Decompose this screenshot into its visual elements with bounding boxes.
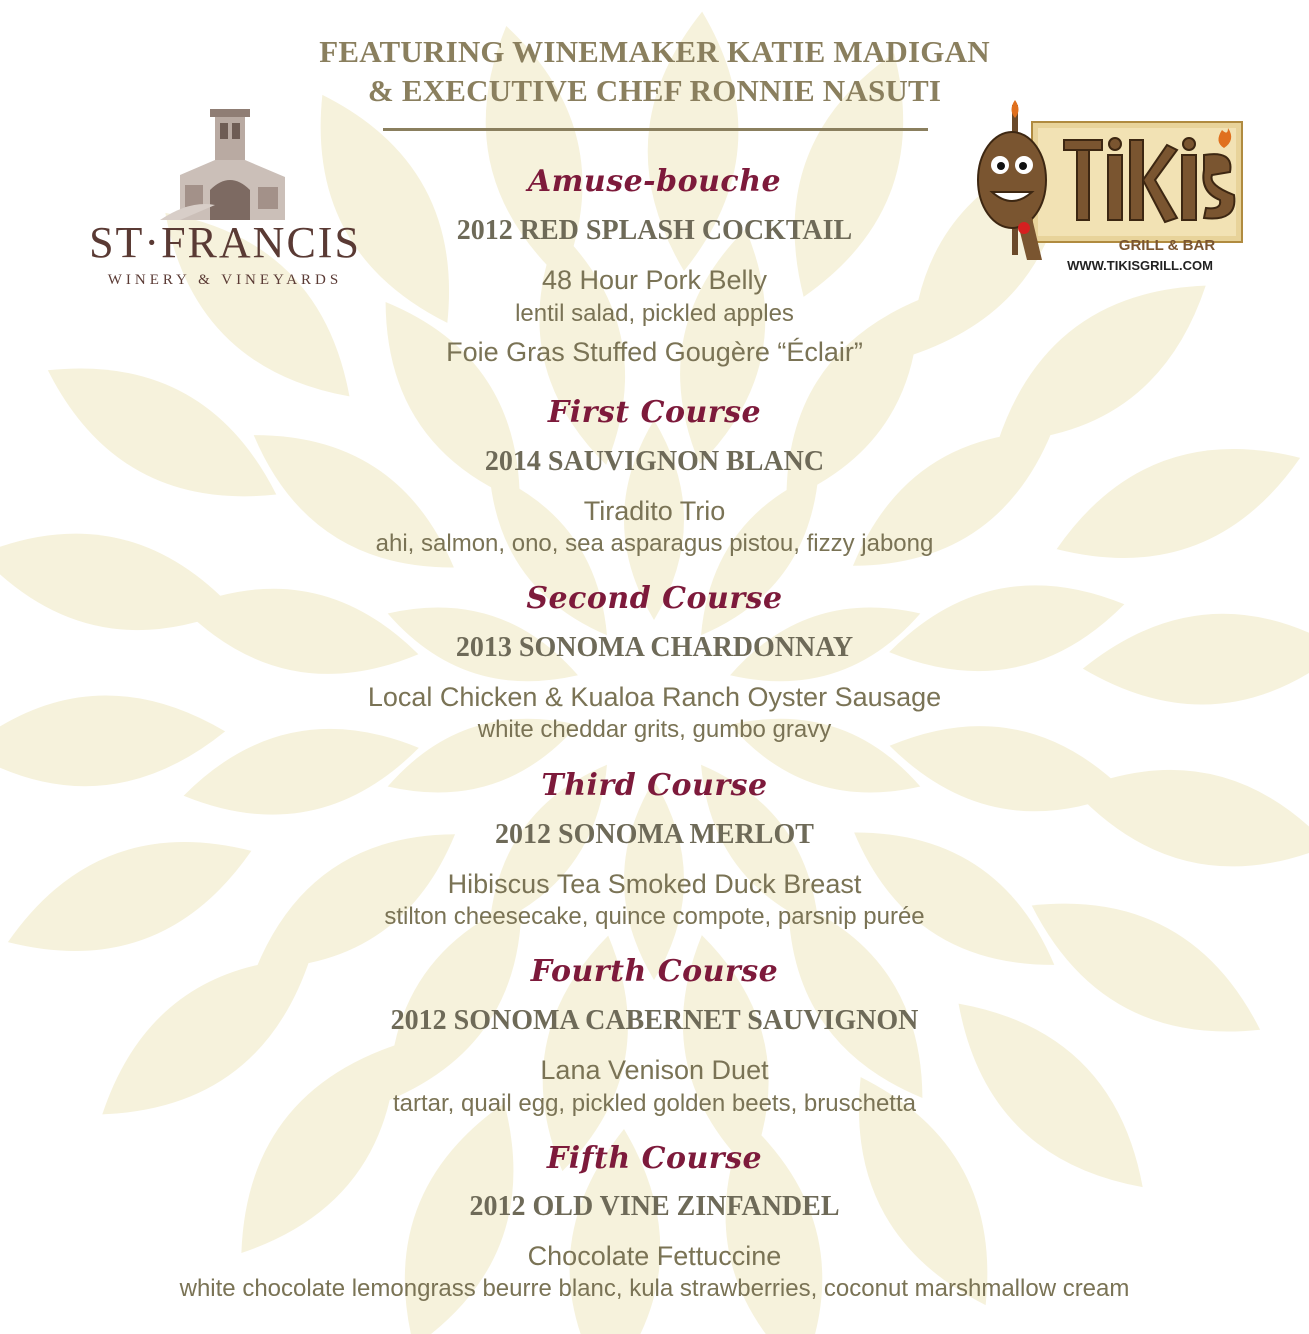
header-divider (383, 128, 928, 131)
dish-name: Chocolate Fettuccine (527, 1241, 782, 1271)
header-line-1: FEATURING WINEMAKER KATIE MADIGAN (319, 34, 990, 69)
wine-pairing: 2012 SONOMA CABERNET SAUVIGNON (390, 1005, 919, 1036)
st-francis-subtitle: WINERY & VINEYARDS (107, 272, 343, 288)
wine-pairing: 2013 SONOMA CHARDONNAY (455, 632, 854, 663)
dish-description: ahi, salmon, ono, sea asparagus pistou, fizzy jabong (375, 530, 934, 557)
course-title-third: Third Course (541, 768, 768, 803)
dish-name-secondary: Foie Gras Stuffed Gougère “Éclair” (446, 337, 863, 367)
dish-description: white cheddar grits, gumbo gravy (477, 716, 832, 743)
dish-description: stilton cheesecake, quince compote, parsnip purée (384, 903, 925, 930)
dish-name: Hibiscus Tea Smoked Duck Breast (447, 869, 862, 899)
wine-pairing: 2012 RED SPLASH COCKTAIL (456, 215, 853, 246)
wine-pairing: 2014 SAUVIGNON BLANC (484, 446, 825, 477)
course-title-fourth: Fourth Course (530, 954, 779, 989)
winery-tower-icon (160, 105, 300, 220)
wine-pairing: 2012 SONOMA MERLOT (495, 819, 814, 850)
course-title-second: Second Course (526, 581, 783, 616)
wine-pairing: 2012 OLD VINE ZINFANDEL (469, 1191, 840, 1222)
course-title-amuse-bouche: Amuse-bouche (527, 164, 782, 199)
dish-name: Tiradito Trio (583, 496, 726, 526)
dish-name: 48 Hour Pork Belly (541, 265, 768, 295)
tikis-website-url: WWW.TIKISGRILL.COM (1067, 258, 1213, 273)
dish-name: Lana Venison Duet (540, 1055, 769, 1085)
course-title-first: First Course (547, 395, 762, 430)
dish-description: tartar, quail egg, pickled golden beets, bruschetta (392, 1090, 916, 1117)
course-title-fifth: Fifth Course (546, 1141, 763, 1176)
tikis-tagline: GRILL & BAR (1118, 237, 1216, 254)
header-line-2: & EXECUTIVE CHEF RONNIE NASUTI (367, 73, 942, 108)
dish-name: Local Chicken & Kualoa Ranch Oyster Sausage (367, 682, 942, 712)
st-francis-name: ST·FRANCIS (89, 218, 361, 267)
dish-description: lentil salad, pickled apples (515, 300, 794, 327)
dish-description: white chocolate lemongrass beurre blanc, kula strawberries, coconut marshmallow cream (179, 1275, 1130, 1302)
